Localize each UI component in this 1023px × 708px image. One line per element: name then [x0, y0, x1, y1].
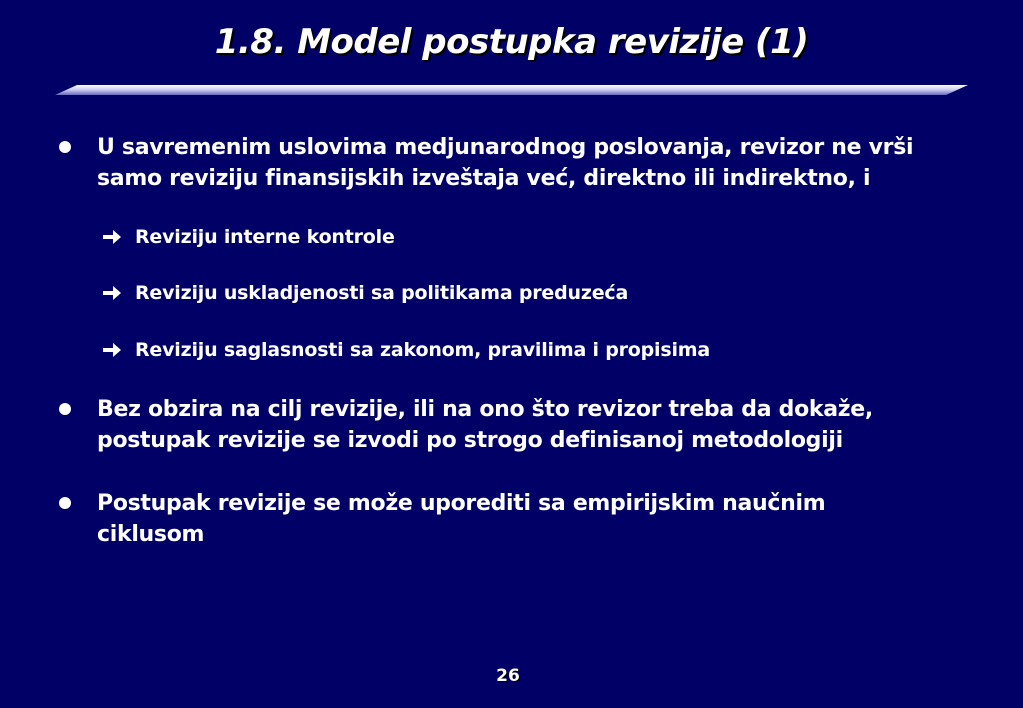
sub-item-3: Reviziju saglasnosti sa zakonom, pravilima i propisima	[135, 339, 710, 361]
bullet-item-2-line-1: Bez obzira na cilj revizije, ili na ono što revizor treba da dokaže,	[97, 397, 873, 422]
right-arrow-icon	[102, 342, 122, 358]
right-arrow-icon	[102, 229, 122, 245]
bullet-icon	[58, 140, 72, 154]
bullet-item-3-line-2: ciklusom	[97, 522, 205, 547]
bullet-item-1-line-2: samo reviziju finansijskih izveštaja već, direktno ili indirektno, i	[97, 166, 871, 191]
bullet-item-3	[97, 488, 997, 550]
page-number: 26	[496, 666, 520, 686]
sub-item-2: Reviziju uskladjenosti sa politikama preduzeća	[135, 282, 629, 304]
bullet-item-1	[97, 132, 997, 194]
sub-item-1: Reviziju interne kontrole	[135, 226, 395, 248]
slide-title: 1.8. Model postupka revizije (1)	[214, 22, 809, 62]
bullet-item-2-line-2: postupak revizije se izvodi po strogo definisanoj metodologiji	[97, 428, 843, 453]
bullet-item-3-line-1: Postupak revizije se može uporediti sa empirijskim naučnim	[97, 491, 826, 516]
bullet-item-1-line-1: U savremenim uslovima medjunarodnog poslovanja, revizor ne vrši	[97, 135, 914, 160]
bullet-icon	[58, 496, 72, 510]
bullet-icon	[58, 402, 72, 416]
title-divider	[55, 84, 968, 96]
right-arrow-icon	[102, 285, 122, 301]
bullet-item-2	[97, 394, 997, 456]
